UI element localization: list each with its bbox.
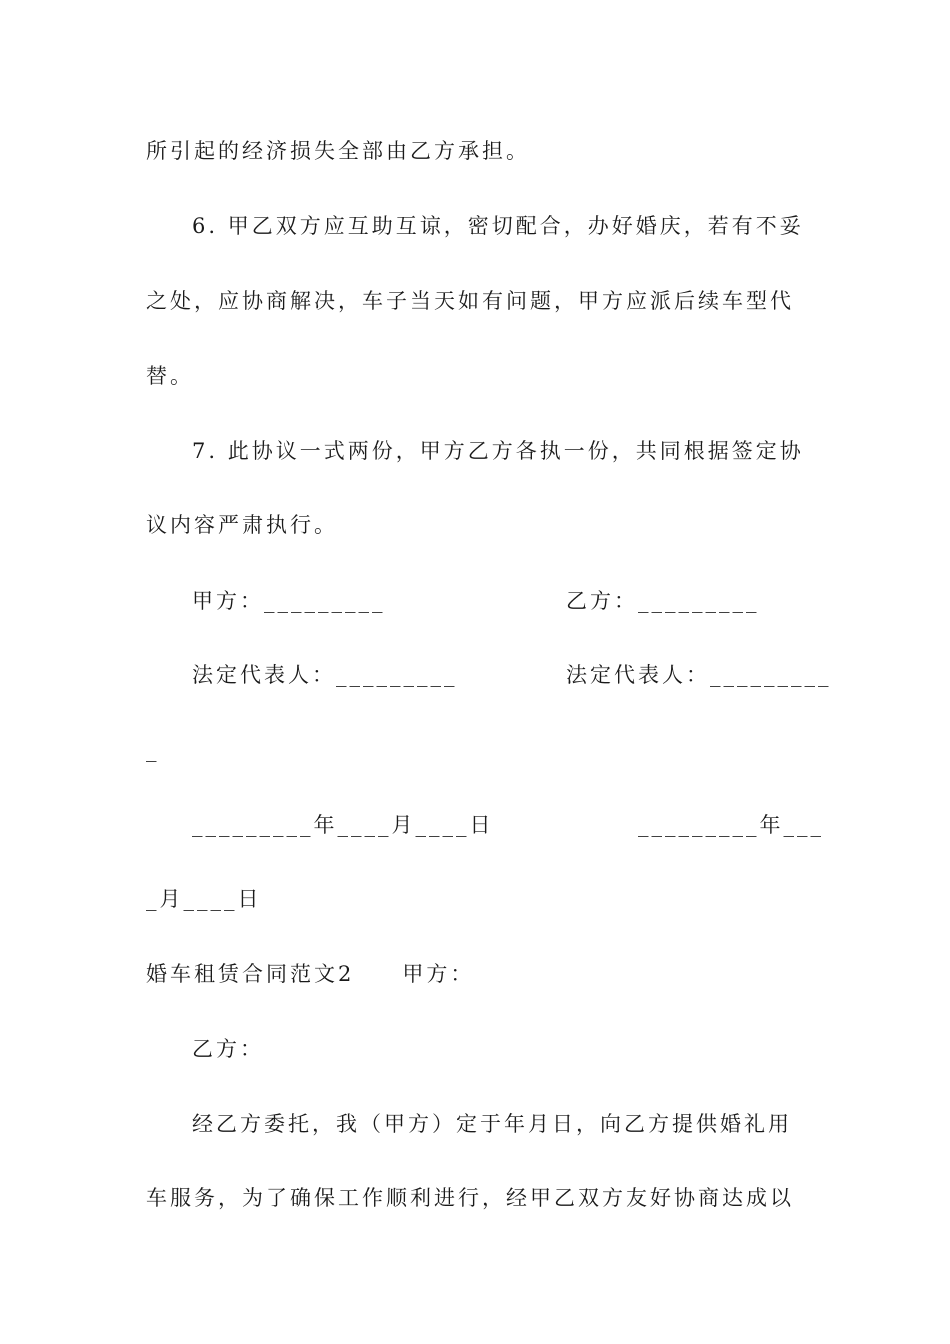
clause-7-line-1: 7. 此协议一式两份，甲方乙方各执一份，共同根据签定协 (192, 439, 804, 463)
legal-rep-b-wrap: _ (146, 738, 160, 762)
paragraph-5-end: 所引起的经济损失全部由乙方承担。 (146, 139, 530, 163)
legal-rep-a: 法定代表人：_________ (192, 663, 458, 687)
contract-2-party-b: 乙方： (192, 1037, 264, 1061)
party-a-signature: 甲方：_________ (192, 589, 386, 613)
date-b-wrap: _月____日 (146, 887, 262, 911)
clause-6-line-3: 替。 (146, 364, 194, 388)
contract-2-heading: 婚车租赁合同范文2 甲方： (146, 962, 475, 986)
party-b-signature: 乙方：_________ (566, 589, 760, 613)
date-b: _________年___ (638, 813, 824, 837)
legal-rep-b: 法定代表人：_________ (566, 663, 832, 687)
date-a: _________年____月____日 (192, 813, 494, 837)
clause-6-line-1: 6. 甲乙双方应互助互谅，密切配合，办好婚庆，若有不妥 (192, 214, 804, 238)
clause-7-line-2: 议内容严肃执行。 (146, 513, 338, 537)
contract-2-body-line-1: 经乙方委托，我（甲方）定于年月日，向乙方提供婚礼用 (192, 1112, 792, 1136)
clause-6-line-2: 之处，应协商解决，车子当天如有问题，甲方应派后续车型代 (146, 289, 794, 313)
contract-2-body-line-2: 车服务，为了确保工作顺利进行，经甲乙双方友好协商达成以 (146, 1186, 794, 1210)
